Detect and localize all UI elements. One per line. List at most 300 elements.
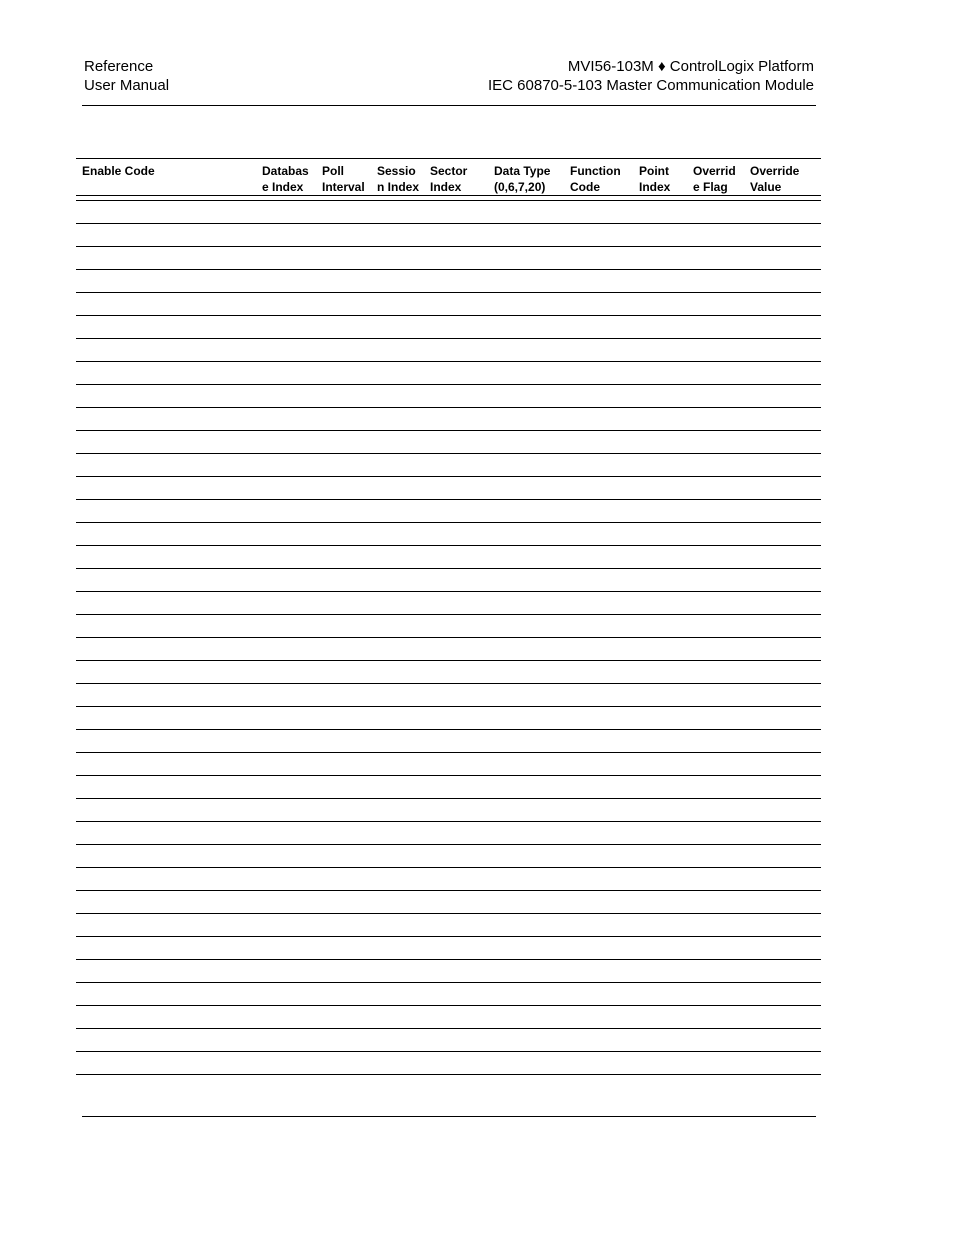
table-row (76, 431, 821, 454)
table-cell (76, 454, 256, 477)
table-cell (488, 500, 564, 523)
table-cell (488, 270, 564, 293)
table-cell (488, 638, 564, 661)
table-cell (687, 431, 744, 454)
table-cell (488, 477, 564, 500)
table-cell (633, 339, 687, 362)
table-cell (633, 293, 687, 316)
table-cell (256, 270, 316, 293)
table-cell (633, 1006, 687, 1029)
table-cell (256, 1006, 316, 1029)
table-cell (424, 1029, 488, 1052)
table-cell (371, 615, 424, 638)
column-header-session-index: Sessio n Index (371, 159, 424, 196)
table-cell (633, 983, 687, 1006)
table-cell (371, 569, 424, 592)
column-header-poll-interval: Poll Interval (316, 159, 371, 196)
table-cell (256, 937, 316, 960)
table-cell (76, 753, 256, 776)
table-cell (744, 1006, 821, 1029)
table-cell (687, 1029, 744, 1052)
table-cell (564, 431, 633, 454)
table-cell (76, 523, 256, 546)
table-cell (488, 523, 564, 546)
table-row (76, 224, 821, 247)
table-cell (316, 569, 371, 592)
table-cell (744, 638, 821, 661)
table-cell (564, 592, 633, 615)
table-cell (633, 523, 687, 546)
table-cell (316, 868, 371, 891)
table-cell (256, 224, 316, 247)
table-header-row (76, 159, 821, 196)
table-cell (633, 385, 687, 408)
table-cell (633, 362, 687, 385)
table-cell (564, 822, 633, 845)
table-cell (488, 362, 564, 385)
table-cell (316, 822, 371, 845)
table-row (76, 339, 821, 362)
table-cell (371, 592, 424, 615)
table-cell (744, 546, 821, 569)
table-cell (371, 1006, 424, 1029)
table-cell (564, 730, 633, 753)
table-cell (564, 799, 633, 822)
table-cell (76, 960, 256, 983)
table-cell (488, 224, 564, 247)
table-cell (76, 707, 256, 730)
table-cell (256, 638, 316, 661)
table-cell (633, 569, 687, 592)
table-cell (687, 730, 744, 753)
table-cell (687, 500, 744, 523)
table-cell (316, 753, 371, 776)
table-cell (488, 799, 564, 822)
table-cell (687, 615, 744, 638)
table-cell (256, 569, 316, 592)
table-cell (371, 661, 424, 684)
table-cell (687, 477, 744, 500)
table-cell (564, 914, 633, 937)
table-cell (424, 684, 488, 707)
table-row (76, 293, 821, 316)
table-cell (316, 408, 371, 431)
table-cell (744, 799, 821, 822)
table-cell (256, 546, 316, 569)
table-cell (76, 799, 256, 822)
document-header-right (488, 57, 814, 95)
table-cell (687, 914, 744, 937)
table-cell (687, 937, 744, 960)
table-cell (371, 638, 424, 661)
table-cell (316, 891, 371, 914)
table-cell (633, 868, 687, 891)
table-cell (744, 753, 821, 776)
table-cell (564, 638, 633, 661)
table-cell (633, 684, 687, 707)
table-row (76, 523, 821, 546)
table-cell (316, 316, 371, 339)
table-cell (687, 684, 744, 707)
table-cell (633, 477, 687, 500)
table-cell (256, 661, 316, 684)
table-cell (744, 293, 821, 316)
column-header-point-index: Point Index (633, 159, 687, 196)
table-cell (371, 500, 424, 523)
table-cell (371, 730, 424, 753)
table-cell (316, 270, 371, 293)
table-cell (316, 431, 371, 454)
table-cell (316, 799, 371, 822)
manual-type: User Manual (84, 77, 170, 94)
table-cell (76, 1052, 256, 1075)
table-cell (687, 224, 744, 247)
table-cell (424, 753, 488, 776)
table-cell (633, 799, 687, 822)
table-cell (744, 500, 821, 523)
table-row (76, 891, 821, 914)
table-cell (256, 500, 316, 523)
table-cell (424, 960, 488, 983)
table-cell (744, 247, 821, 270)
table-cell (744, 983, 821, 1006)
table-cell (371, 523, 424, 546)
table-cell (371, 891, 424, 914)
table-cell (633, 960, 687, 983)
table-cell (488, 431, 564, 454)
table-cell (564, 339, 633, 362)
table-cell (316, 707, 371, 730)
product-name: MVI56-103M ♦ ControlLogix Platform (567, 58, 814, 75)
table-cell (424, 224, 488, 247)
table-cell (488, 201, 564, 224)
table-cell (316, 615, 371, 638)
table-row (76, 776, 821, 799)
table-cell (316, 201, 371, 224)
table-cell (424, 569, 488, 592)
table-cell (371, 316, 424, 339)
table-cell (371, 845, 424, 868)
table-row (76, 385, 821, 408)
table-row (76, 247, 821, 270)
table-cell (564, 477, 633, 500)
table-cell (564, 868, 633, 891)
table-row (76, 753, 821, 776)
table-cell (76, 224, 256, 247)
table-cell (256, 960, 316, 983)
table-cell (316, 477, 371, 500)
table-cell (76, 546, 256, 569)
table-cell (744, 776, 821, 799)
table-cell (316, 247, 371, 270)
table-cell (687, 362, 744, 385)
table-cell (316, 960, 371, 983)
table-row (76, 983, 821, 1006)
table-cell (316, 339, 371, 362)
table-row (76, 707, 821, 730)
table-row (76, 270, 821, 293)
table-cell (76, 684, 256, 707)
table-cell (316, 546, 371, 569)
table-cell (564, 937, 633, 960)
table-cell (488, 569, 564, 592)
table-cell (424, 316, 488, 339)
table-cell (564, 891, 633, 914)
column-header-override-flag: Overrid e Flag (687, 159, 744, 196)
table-cell (488, 891, 564, 914)
table-cell (76, 362, 256, 385)
table-cell (256, 385, 316, 408)
table-cell (744, 960, 821, 983)
table-cell (687, 1006, 744, 1029)
table-cell (744, 431, 821, 454)
table-cell (76, 845, 256, 868)
table-cell (424, 891, 488, 914)
table-cell (76, 316, 256, 339)
table-cell (687, 638, 744, 661)
table-cell (424, 454, 488, 477)
table-cell (371, 293, 424, 316)
table-cell (256, 592, 316, 615)
table-cell (564, 661, 633, 684)
table-cell (76, 247, 256, 270)
table-cell (744, 201, 821, 224)
table-cell (687, 983, 744, 1006)
table-cell (687, 408, 744, 431)
table-cell (316, 362, 371, 385)
table-cell (488, 247, 564, 270)
table-cell (744, 868, 821, 891)
column-header-data-type: Data Type (0,6,7,20) (488, 159, 564, 196)
table-cell (564, 1052, 633, 1075)
table-cell (316, 845, 371, 868)
table-cell (371, 270, 424, 293)
table-cell (76, 914, 256, 937)
table-cell (633, 408, 687, 431)
table-cell (316, 1006, 371, 1029)
column-header-database-index: Databas e Index (256, 159, 316, 196)
table-cell (687, 799, 744, 822)
table-cell (744, 224, 821, 247)
table-cell (371, 247, 424, 270)
table-cell (744, 454, 821, 477)
table-cell (633, 316, 687, 339)
table-cell (633, 270, 687, 293)
table-cell (488, 753, 564, 776)
table-cell (371, 385, 424, 408)
table-cell (424, 799, 488, 822)
table-row (76, 914, 821, 937)
table-cell (76, 592, 256, 615)
table-cell (424, 362, 488, 385)
table-cell (488, 960, 564, 983)
table-cell (687, 707, 744, 730)
table-cell (488, 661, 564, 684)
table-row (76, 454, 821, 477)
table-cell (76, 431, 256, 454)
table-cell (564, 270, 633, 293)
table-cell (687, 661, 744, 684)
table-cell (256, 914, 316, 937)
module-name: IEC 60870-5-103 Master Communication Module (488, 77, 814, 94)
table-cell (633, 822, 687, 845)
table-cell (316, 776, 371, 799)
table-cell (371, 799, 424, 822)
table-cell (564, 776, 633, 799)
table-cell (76, 201, 256, 224)
table-cell (633, 247, 687, 270)
table-cell (371, 868, 424, 891)
table-cell (76, 569, 256, 592)
table-cell (488, 408, 564, 431)
table-cell (371, 707, 424, 730)
command-form-table (76, 158, 821, 1075)
table-cell (76, 891, 256, 914)
table-cell (744, 684, 821, 707)
table-cell (371, 546, 424, 569)
table-cell (564, 408, 633, 431)
table-cell (256, 845, 316, 868)
table-cell (76, 615, 256, 638)
table-cell (633, 615, 687, 638)
table-cell (424, 1052, 488, 1075)
table-cell (633, 500, 687, 523)
table-cell (316, 293, 371, 316)
table-cell (488, 822, 564, 845)
table-cell (633, 937, 687, 960)
table-cell (687, 868, 744, 891)
table-cell (488, 1052, 564, 1075)
table-cell (744, 845, 821, 868)
table-cell (744, 1052, 821, 1075)
table-cell (744, 523, 821, 546)
table-cell (256, 615, 316, 638)
table-cell (488, 454, 564, 477)
table-cell (633, 454, 687, 477)
table-cell (687, 822, 744, 845)
table-cell (424, 270, 488, 293)
column-header-override-value: Override Value (744, 159, 821, 196)
table-cell (564, 224, 633, 247)
table-cell (687, 293, 744, 316)
table-cell (744, 270, 821, 293)
table-cell (371, 224, 424, 247)
table-cell (744, 1029, 821, 1052)
table-cell (371, 1052, 424, 1075)
table-cell (256, 1052, 316, 1075)
table-cell (687, 546, 744, 569)
table-cell (564, 385, 633, 408)
table-cell (687, 247, 744, 270)
table-cell (744, 362, 821, 385)
table-cell (488, 707, 564, 730)
table-cell (256, 799, 316, 822)
table-cell (564, 960, 633, 983)
table-cell (371, 454, 424, 477)
table-cell (687, 201, 744, 224)
table-cell (564, 1006, 633, 1029)
table-cell (371, 937, 424, 960)
table-cell (76, 730, 256, 753)
table-cell (633, 224, 687, 247)
table-row (76, 569, 821, 592)
table-cell (633, 1029, 687, 1052)
table-cell (687, 339, 744, 362)
table-cell (371, 914, 424, 937)
table-cell (256, 1029, 316, 1052)
table-cell (687, 845, 744, 868)
table-cell (256, 362, 316, 385)
table-row (76, 822, 821, 845)
table-cell (316, 500, 371, 523)
table-cell (316, 638, 371, 661)
table-cell (744, 891, 821, 914)
table-cell (371, 776, 424, 799)
table-cell (564, 983, 633, 1006)
table-cell (76, 500, 256, 523)
table-cell (633, 730, 687, 753)
table-row (76, 592, 821, 615)
table-cell (744, 822, 821, 845)
table-cell (488, 592, 564, 615)
column-header-enable-code: Enable Code (76, 159, 256, 196)
table-cell (371, 753, 424, 776)
table-cell (256, 822, 316, 845)
table-cell (687, 753, 744, 776)
table-cell (76, 408, 256, 431)
table-cell (76, 1029, 256, 1052)
table-cell (488, 1006, 564, 1029)
table-cell (256, 431, 316, 454)
table-cell (76, 270, 256, 293)
table-cell (316, 684, 371, 707)
table-cell (76, 638, 256, 661)
table-row (76, 1029, 821, 1052)
table-cell (633, 753, 687, 776)
table-cell (744, 569, 821, 592)
table-row (76, 316, 821, 339)
table-cell (316, 983, 371, 1006)
table-cell (256, 776, 316, 799)
table-cell (371, 1029, 424, 1052)
table-cell (488, 1029, 564, 1052)
table-cell (744, 615, 821, 638)
table-cell (633, 914, 687, 937)
table-body (76, 196, 821, 1075)
table-cell (371, 983, 424, 1006)
table-cell (687, 891, 744, 914)
table-cell (424, 339, 488, 362)
table-row (76, 477, 821, 500)
table-cell (744, 592, 821, 615)
table-cell (687, 270, 744, 293)
table-cell (488, 845, 564, 868)
table-cell (687, 1052, 744, 1075)
table-cell (488, 546, 564, 569)
table-cell (488, 868, 564, 891)
table-cell (488, 937, 564, 960)
table-row (76, 201, 821, 224)
table-cell (76, 385, 256, 408)
table-cell (687, 592, 744, 615)
table-cell (564, 454, 633, 477)
table-cell (564, 523, 633, 546)
table-cell (256, 707, 316, 730)
table-cell (633, 845, 687, 868)
table-row (76, 638, 821, 661)
table-cell (633, 707, 687, 730)
table-cell (424, 615, 488, 638)
